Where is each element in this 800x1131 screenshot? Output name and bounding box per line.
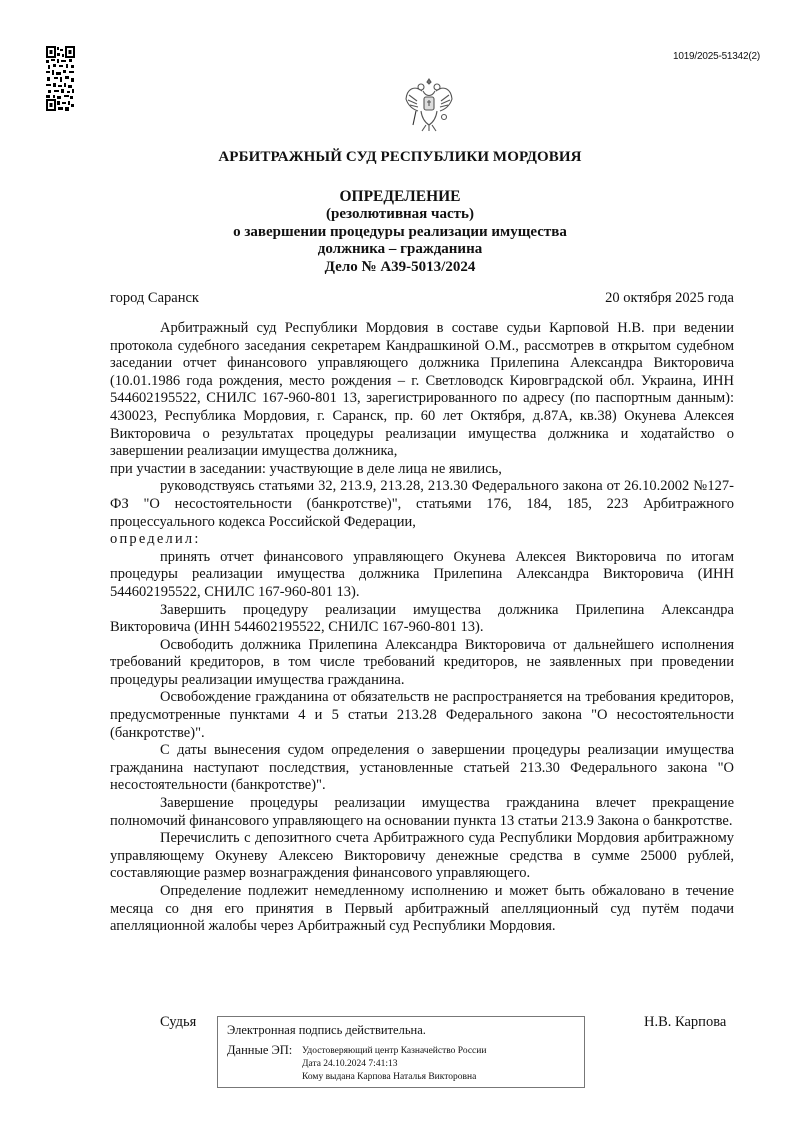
place-date-line <box>110 290 734 307</box>
paragraph: Определение подлежит немедленному исполнению и может быть обжаловано в течение месяца со дня его принятия в Первый арбитражный апелляционный суд путём подачи апелляционной жалобы через Арбитражный суд Республики Мордовия. <box>110 883 734 935</box>
paragraph: С даты вынесения судом определения о завершении процедуры реализации имущества гражданина наступают последствия, установленные статьей 213.30 Федерального закона "О несостоятельности (банкротстве)". <box>110 742 734 794</box>
signature-details <box>302 1045 486 1084</box>
paragraph: Завершение процедуры реализации имущества гражданина влечет прекращение полномочий финансового управляющего на основании пункта 13 статьи 213.9 Закона о банкротстве. <box>110 795 734 829</box>
paragraph: Арбитражный суд Республики Мордовия в составе судьи Карповой Н.В. при ведении протокола судебного заседания секретарем Кандрашкиной О.М., рассмотрев в открытом судебном заседании отчет финансового управляющего должника Прилепина Александра Викторовича (10.01.1986 года рождения, место рождения – г. Светловодск Кировградской обл. Украина, ИНН 544602195522, СНИЛС 167-960-801 13, зарегистрированного по адресу (по паспортным данным): 430023, Республика Мордовия, г. Саранск, пр. 60 лет Октября, д.87А, кв.38) Окунева Алексея Викторовича о результатах процедуры реализации имущества должника и ходатайство о завершении реализации имущества должника, <box>110 320 734 460</box>
paragraph: Освобождение гражданина от обязательств не распространяется на требования кредиторов, предусмотренные пунктами 4 и 5 статьи 213.28 Федерального закона "О несостоятельности (банкротстве)". <box>110 689 734 741</box>
paragraph: Завершить процедуру реализации имущества должника Прилепина Александра Викторовича (ИНН 544602195522, СНИЛС 167-960-801 13). <box>110 601 734 636</box>
ruling-heading: определил: <box>110 531 201 548</box>
signature-valid-text: Электронная подпись действительна. <box>227 1023 426 1037</box>
case-number: Дело № А39-5013/2024 <box>324 259 476 276</box>
paragraph: Перечислить с депозитного счета Арбитражного суда Республики Мордовия арбитражному управляющему Окуневу Алексею Викторовичу денежные средства в сумме 25000 рублей, составляющие размер вознаграждения финансового управляющего. <box>110 830 734 882</box>
document-number: 1019/2025-51342(2) <box>672 51 760 62</box>
electronic-signature-stamp <box>217 1016 585 1088</box>
qr-code-icon <box>46 46 75 112</box>
signature-issued-to: Кому выдана Карпова Наталья Викторовна <box>302 1072 477 1082</box>
document-subtitle: (резолютивная часть) <box>326 205 474 222</box>
paragraph: руководствуясь статьями 32, 213.9, 213.28, 213.30 Федерального закона от 26.10.2002 №127-ФЗ "О несостоятельности (банкротстве)", статьями 176, 184, 185, 223 Арбитражного процессуального кодекса Российской Федерации, <box>110 478 734 530</box>
document-date: 20 октября 2025 года <box>605 290 734 306</box>
city: город Саранск <box>110 290 199 306</box>
signature-data-label: Данные ЭП: <box>227 1043 293 1057</box>
document-subject-line-2: должника – гражданина <box>317 241 483 258</box>
document-type: ОПРЕДЕЛЕНИЕ <box>339 188 461 205</box>
document-title-block <box>0 188 800 277</box>
signature-issuer: Удостоверяющий центр Казначейство России <box>302 1046 487 1056</box>
court-name: АРБИТРАЖНЫЙ СУД РЕСПУБЛИКИ МОРДОВИЯ <box>218 149 582 165</box>
document-body <box>110 320 734 936</box>
signature-date: Дата 24.10.2024 7:41:13 <box>302 1059 398 1069</box>
judge-label: Судья <box>160 1014 197 1030</box>
coat-of-arms-icon <box>404 75 454 135</box>
judge-name: Н.В. Карпова <box>644 1014 727 1030</box>
paragraph: принять отчет финансового управляющего Окунева Алексея Викторовича по итогам процедуры реализации имущества должника Прилепина Александра Викторовича (ИНН 544602195522, СНИЛС 167-960-801 13). <box>110 548 734 600</box>
paragraph: Освободить должника Прилепина Александра Викторовича от дальнейшего исполнения требований кредиторов, в том числе требований кредиторов, не заявленных при проведении процедуры реализации имущества гражданина. <box>110 636 734 688</box>
document-subject-line-1: о завершении процедуры реализации имущества <box>233 223 567 240</box>
paragraph: при участии в заседании: участвующие в деле лица не явились, <box>110 460 502 477</box>
